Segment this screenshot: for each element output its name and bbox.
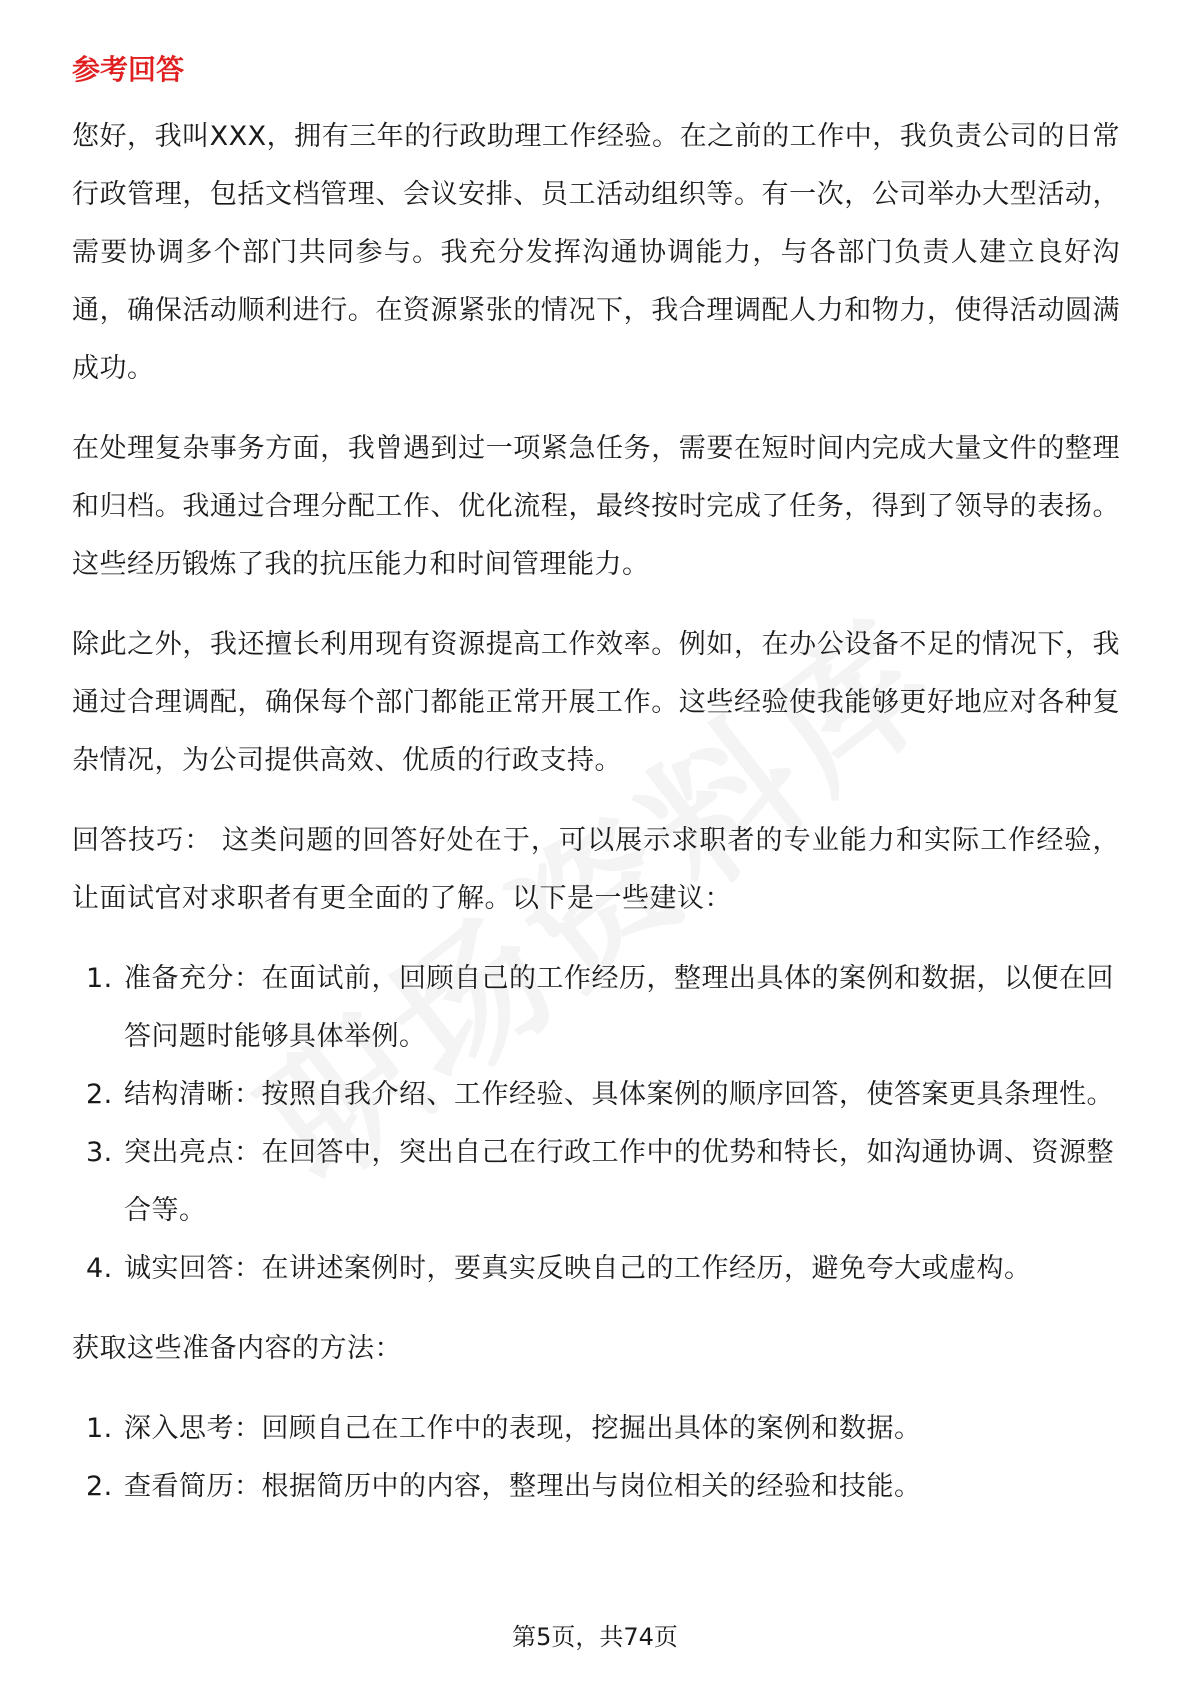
list-item-number: 1. [86,1413,113,1444]
paragraph-intro: 您好，我叫XXX，拥有三年的行政助理工作经验。在之前的工作中，我负责公司的日常行政管理，包括文档管理、会议安排、员工活动组织等。有一次，公司举办大型活动，需要协调多个部门共同参与。我充分发挥沟通协调能力，与各部门负责人建立良好沟通，确保活动顺利进行。在资源紧张的情况下，我合理调配人力和物力，使得活动圆满成功。 [72,121,1120,384]
list-item-number: 2. [86,1471,113,1502]
list-item [72,1240,1120,1298]
paragraph-efficiency: 除此之外，我还擅长利用现有资源提高工作效率。例如，在办公设备不足的情况下，我通过合理调配，确保每个部门都能正常开展工作。这些经验使我能够更好地应对各种复杂情况，为公司提供高效、优质的行政支持。 [72,629,1120,776]
list-item [72,1458,1120,1516]
list-item [72,1400,1120,1458]
list-item-number: 1. [86,963,113,994]
list-item-text: 准备充分：在面试前，回顾自己的工作经历，整理出具体的案例和数据，以便在回答问题时能够具体举例。 [124,963,1114,1052]
tips-list [72,950,1120,1298]
list-item-text: 突出亮点：在回答中，突出自己在行政工作中的优势和特长，如沟通协调、资源整合等。 [124,1137,1114,1226]
list-item [72,950,1120,1066]
section-heading: 参考回答 [72,53,185,86]
list-item-number: 4. [86,1253,113,1284]
methods-heading: 获取这些准备内容的方法： [72,1333,402,1364]
list-item-text: 诚实回答：在讲述案例时，要真实反映自己的工作经历，避免夸大或虚构。 [124,1253,1032,1284]
list-item-text: 查看简历：根据简历中的内容，整理出与岗位相关的经验和技能。 [124,1471,922,1502]
list-item [72,1124,1120,1240]
methods-list [72,1400,1120,1516]
page-content [72,50,1120,1538]
list-item-text: 深入思考：回顾自己在工作中的表现，挖掘出具体的案例和数据。 [124,1413,922,1444]
page-number: 第5页，共74页 [512,1623,678,1651]
paragraph-complex-tasks: 在处理复杂事务方面，我曾遇到过一项紧急任务，需要在短时间内完成大量文件的整理和归档。我通过合理分配工作、优化流程，最终按时完成了任务，得到了领导的表扬。这些经历锻炼了我的抗压能力和时间管理能力。 [72,433,1120,580]
list-item-number: 3. [86,1137,113,1168]
paragraph-answer-tips: 回答技巧： 这类问题的回答好处在于，可以展示求职者的专业能力和实际工作经验，让面试官对求职者有更全面的了解。以下是一些建议： [72,825,1120,914]
list-item-number: 2. [86,1079,113,1110]
list-item [72,1066,1120,1124]
list-item-text: 结构清晰：按照自我介绍、工作经验、具体案例的顺序回答，使答案更具条理性。 [124,1079,1114,1110]
